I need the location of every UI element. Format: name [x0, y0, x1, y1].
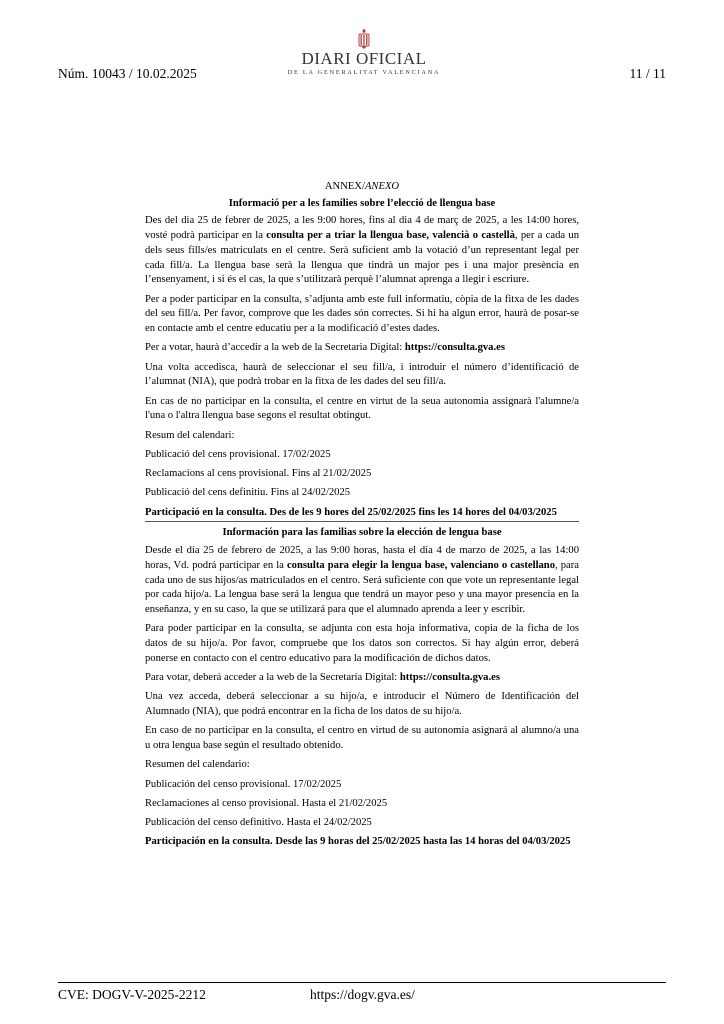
annex-title-val: ANNEX/	[324, 181, 365, 192]
paragraph: Per a votar, haurà d’accedir a la web de la Secretaria Digital: https://consulta.gva.es	[145, 342, 505, 354]
coat-of-arms-icon	[356, 28, 372, 50]
voting-link: https://consulta.gva.es	[404, 342, 505, 354]
paragraph: Des del dia 25 de febrer de 2025, a les 9:00 hores, fins al dia 4 de març de 2025, a les 14:00 hores, vosté podrà participar en la consulta per a triar la llengua base, valencià o castellà, per a cada un dels seus fills/es matriculats en el centre. Serà suficient amb la votació d’un representant legal per cada fill/a. La llengua base serà la llengua que tindrà un major pes i una major presència en l’ensenyament, i si és el cas, la que s’utilitzarà perquè l’alumnat aprenga a llegir i escriure.	[145, 215, 579, 286]
calendar-item: Reclamaciones al censo provisional. Hasta el 21/02/2025	[145, 797, 388, 809]
footer-url[interactable]: https://dogv.gva.es/	[310, 987, 415, 1002]
calendar-item: Publicació del cens provisional. 17/02/2025	[145, 448, 331, 460]
annex-title-es: ANEXO	[364, 181, 400, 192]
calendar-heading: Resumen del calendario:	[145, 759, 250, 771]
section-heading-val: Informació per a les famílies sobre l’elecció de llengua base	[228, 197, 496, 209]
calendar-item: Reclamacions al cens provisional. Fins al 21/02/2025	[145, 468, 372, 480]
paragraph: Una volta accedisca, haurà de seleccionar el seu fill/a, i introduir el número d’identificació de l’alumnat (NIA), que podrà trobar en la fitxa de les dades del seu fill/a.	[145, 361, 579, 388]
calendar-item: Publicació del cens definitiu. Fins al 24/02/2025	[145, 487, 351, 499]
logo-title: DIARI OFICIAL	[301, 49, 427, 68]
section-divider	[145, 521, 579, 522]
calendar-item-participation: Participació en la consulta. Des de les 9 hores del 25/02/2025 fins les 14 hores del 04/03/2025	[145, 506, 557, 518]
annex-title	[145, 180, 579, 195]
paragraph: Desde el día 25 de febrero de 2025, a las 9:00 horas, hasta el día 4 de marzo de 2025, a las 14:00 horas, Vd. podrá participar en la consulta para elegir la lengua base, valenciano o castellano, para cada uno de sus hijos/as matriculados en el centro. Será suficiente con que vote un representante legal por cada hijo/a. La lengua base será la lengua que tendrá un mayor peso y una mayor presencia en la enseñanza, y en su caso, la que se utilizará para que el alumnado aprenda a leer y escribir.	[145, 545, 579, 615]
paragraph: En caso de no participar en la consulta, el centro en virtud de su autonomía asignará al alumno/a una u otra lengua base según el resultado obtenido.	[145, 725, 579, 751]
paragraph: Una vez acceda, deberá seleccionar a su hijo/a, e introducir el Número de Identificación del Alumnado (NIA), que podrá encontrar en la ficha de los datos de su hijo/a.	[145, 691, 579, 717]
paragraph: Para poder participar en la consulta, se adjunta con esta hoja informativa, copia de la ficha de los datos de su hijo/a. Por favor, compruebe que los datos son correctos. Si hay algún error, deberá ponerse en contacto con el centro educativo para la modificación de dichos datos.	[145, 623, 579, 664]
calendar-item: Publicación del censo definitivo. Hasta el 24/02/2025	[145, 817, 372, 829]
annex-content	[145, 180, 579, 850]
issue-number: Núm. 10043 / 10.02.2025	[58, 66, 197, 81]
voting-link: https://consulta.gva.es	[399, 671, 500, 683]
calendar-heading: Resum del calendari:	[145, 429, 235, 441]
cve-code: CVE: DOGV-V-2025-2212	[58, 987, 206, 1002]
footer-rule	[58, 982, 666, 983]
paragraph: Para votar, deberá acceder a la web de la Secretaría Digital: https://consulta.gva.es	[145, 671, 500, 683]
dogv-logo	[284, 28, 444, 84]
paragraph: Per a poder participar en la consulta, s’adjunta amb este full informatiu, còpia de la fitxa de les dades del seu fill/a. Per favor, comprove que les dades són correctes. Si hi ha algun error, haurà de posar-se en contacte amb el centre educatiu per a la modificació d’estes dades.	[145, 293, 579, 334]
calendar-item-participation: Participación en la consulta. Desde las 9 horas del 25/02/2025 hasta las 14 horas del 04/03/2025	[145, 836, 571, 848]
page-number: 11 / 11	[629, 66, 666, 81]
section-heading-es: Información para las familias sobre la elección de lengua base	[222, 527, 502, 539]
logo-subtitle: DE LA GENERALITAT VALENCIANA	[287, 69, 441, 76]
paragraph: En cas de no participar en la consulta, el centre en virtut de la seua autonomia assignarà l'alumne/a l'una o l'altra llengua base segons el resultat obtingut.	[145, 395, 579, 422]
calendar-item: Publicación del censo provisional. 17/02/2025	[145, 778, 342, 790]
